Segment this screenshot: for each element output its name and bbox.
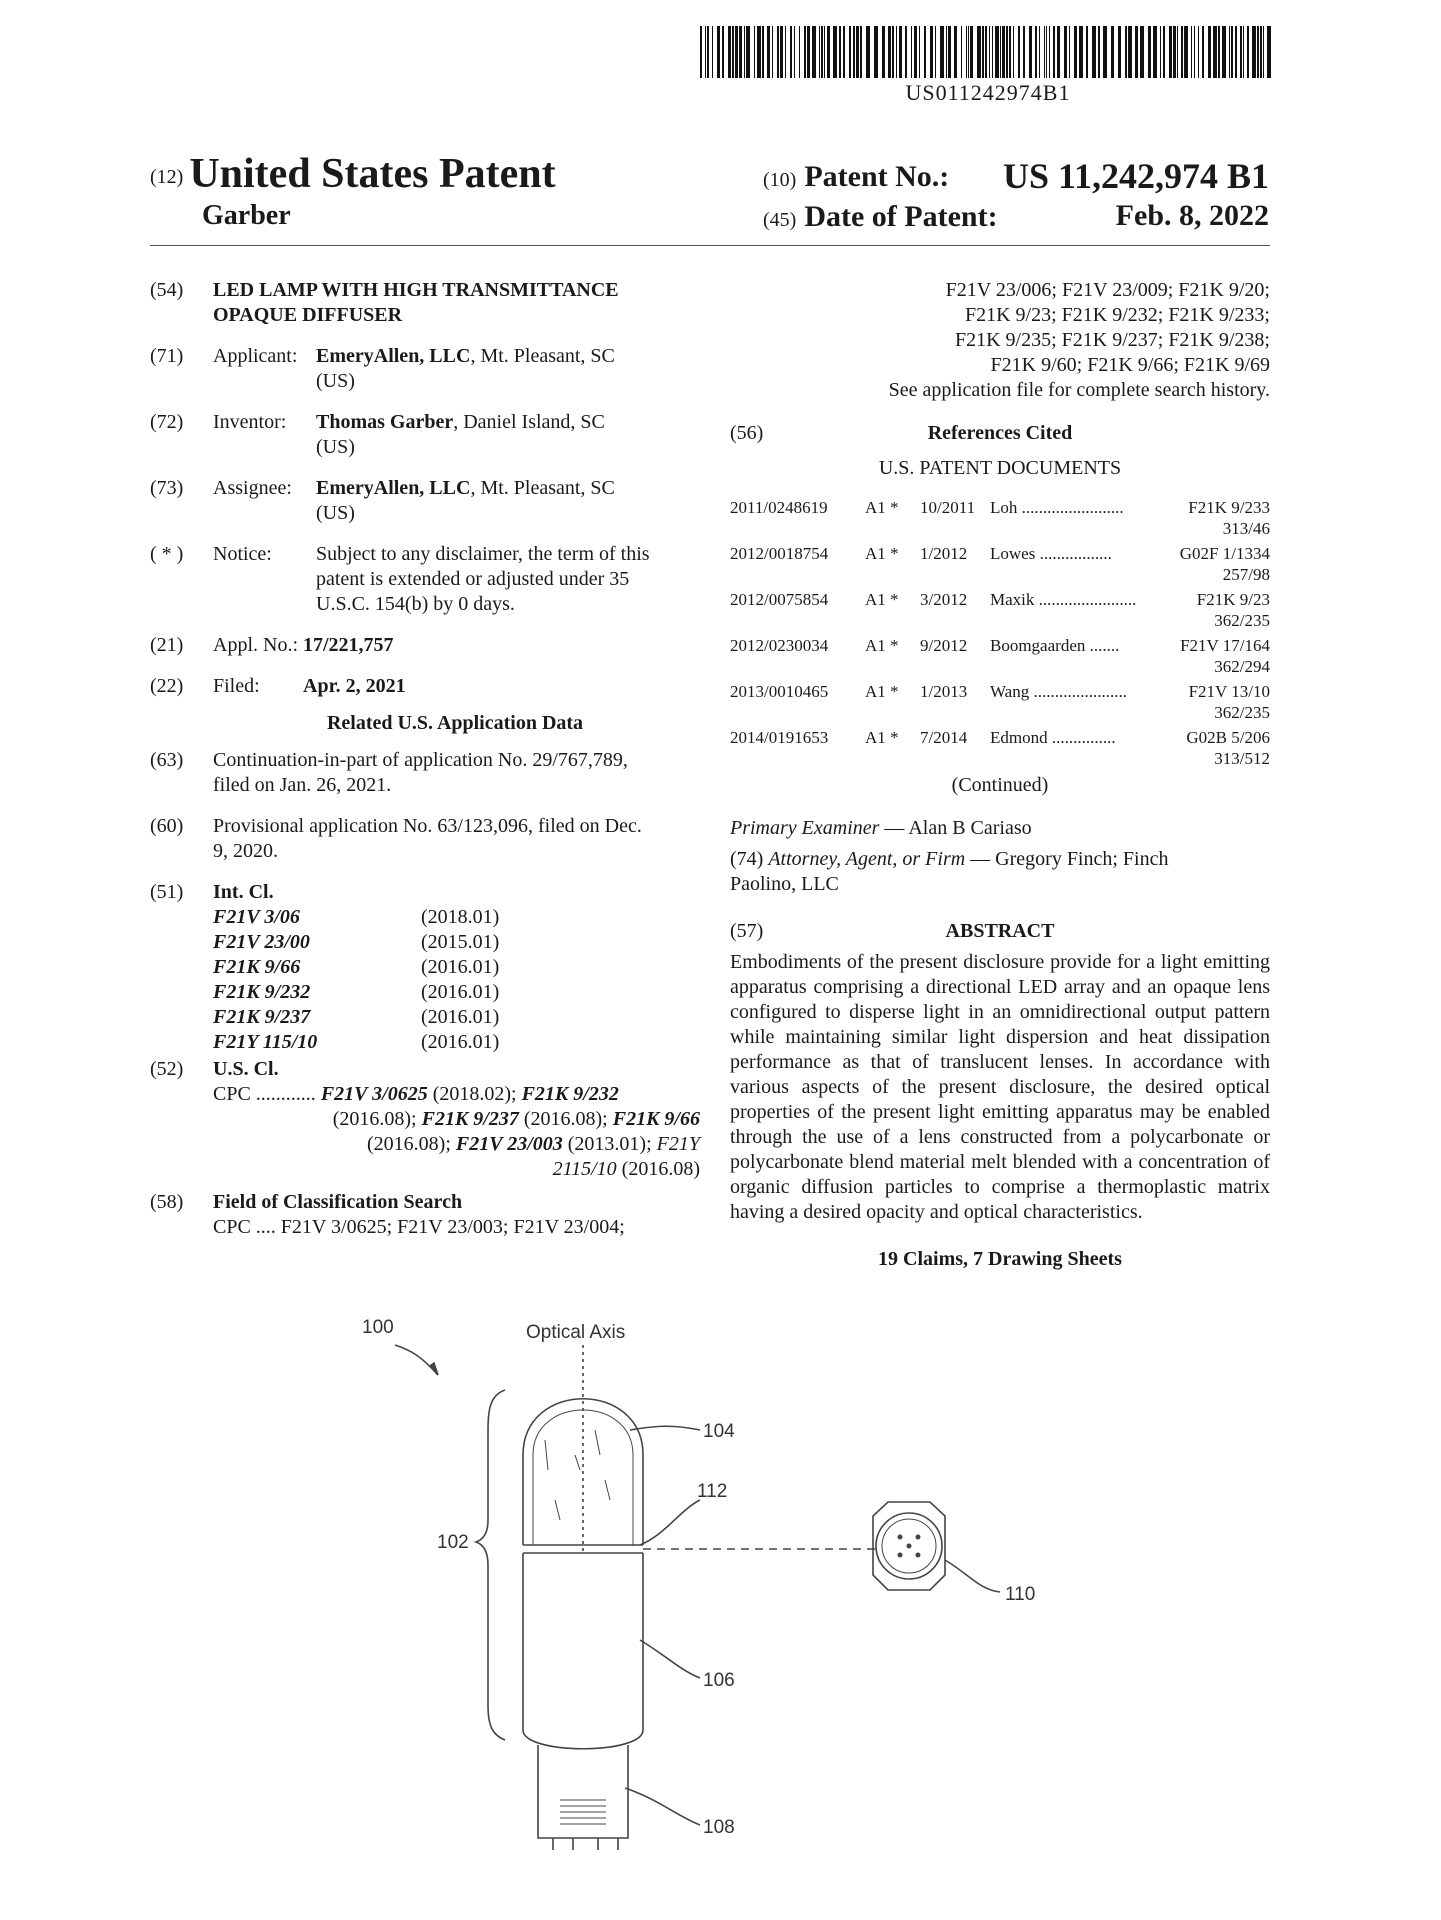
ref-110: 110: [1005, 1584, 1036, 1605]
appl-no-field: (21) Appl. No.: 17/221,757: [150, 634, 394, 656]
int-cl-row: F21V 3/06 (2018.01): [213, 906, 500, 928]
provisional-field: (60) Provisional application No. 63/123,096, filed on Dec. 9, 2020.: [150, 815, 642, 862]
continued-note: (Continued): [951, 774, 1049, 796]
reference-row: 2011/0248619 A1 * 10/2011 Loh ........................ F21K 9/233: [730, 498, 1270, 517]
patent-number: US 11,242,974 B1: [1002, 156, 1269, 196]
abstract-heading: (57) ABSTRACT: [730, 920, 1055, 942]
glass-highlights: [545, 1430, 610, 1520]
ref-100: 100: [362, 1317, 394, 1338]
filed-field: (22) Filed: Apr. 2, 2021: [150, 675, 406, 697]
patent-type: [150, 150, 556, 198]
attorney: (74) Attorney, Agent, or Firm — Gregory Finch; Finch Paolino, LLC: [730, 848, 1169, 895]
leader-110: [945, 1560, 1000, 1592]
title-field: (54) LED LAMP WITH HIGH TRANSMITTANCE OPAQUE DIFFUSER: [150, 279, 619, 326]
header-inventor: Garber: [202, 200, 291, 231]
int-cl-row: F21K 9/232 (2016.01): [213, 981, 500, 1003]
ref-104: 104: [703, 1421, 735, 1442]
ref-112: 112: [697, 1481, 728, 1502]
reference-row: 2012/0018754 A1 * 1/2012 Lowes ................. G02F 1/1334: [730, 544, 1270, 563]
int-cl-row: F21K 9/237 (2016.01): [213, 1006, 500, 1028]
reference-row: 2013/0010465 A1 * 1/2013 Wang ...................... F21V 13/10: [730, 682, 1270, 701]
us-cl-field: (52) U.S. Cl. CPC ............ F21V 3/0625 (2018.02); F21K 9/232 (2016.08); F21K 9/237 (2016.08); F21K 9/66 (2016.08); F21V 23/003 (2013.01); F21Y 2115/10 (2016.08): [150, 1058, 700, 1180]
ref-106: 106: [703, 1670, 735, 1691]
references-sub: U.S. PATENT DOCUMENTS: [878, 457, 1122, 479]
leader-100: [395, 1345, 438, 1375]
related-heading: Related U.S. Application Data: [326, 712, 584, 734]
right-column: [730, 278, 1270, 1272]
assignee-field: (73) Assignee: EmeryAllen, LLC, Mt. Pleasant, SC (US): [150, 477, 615, 524]
reference-row: 2012/0230034 A1 * 9/2012 Boomgaarden ....... F21V 17/164: [730, 636, 1270, 655]
references-heading: (56) References Cited: [730, 422, 1073, 444]
bulb-body: [523, 1553, 643, 1749]
ref-108: 108: [703, 1817, 735, 1838]
int-cl-row: F21Y 115/10 (2016.01): [213, 1031, 500, 1053]
bracket-102: [476, 1390, 505, 1740]
int-cl-field: (51) Int. Cl. F21V 3/06 (2018.01) F21V 23/00 (2015.01) F21K 9/66 (2016.01) F21K 9/232 (2016.01) F21K 9/237 (2016.01) F21Y 115/10 (2016.01): [150, 880, 700, 1055]
barcode: [700, 26, 1276, 78]
references-list: 2011/0248619 A1 * 10/2011 Loh ........................ F21K 9/233 313/46 2012/0018754 A1 * 1/2012 Lowes ................. G02F 1/1334 257/98 2012/0075854 A1 * 3/2012 Maxik ....................... F21K 9/23 362/235 2012/0230034 A1 * 9/2012 Boomgaarden ....... F21V 17/164 362/294 2013/0010465 A1 * 1/2013 Wang ...................... F21V 13/10 362/235 2014/0191653 A1 * 7/2014 Edmond ............... G02B 5/206 313/512: [730, 498, 1270, 768]
leader-108: [625, 1788, 700, 1825]
led-dots: [898, 1535, 921, 1558]
pin-right: [598, 1838, 618, 1850]
reference-row: 2012/0075854 A1 * 3/2012 Maxik ....................... F21K 9/23: [730, 590, 1270, 609]
int-cl-table: [213, 905, 700, 1055]
date-label: (45) Date of Patent:: [763, 200, 998, 233]
leader-100-arrow: [430, 1363, 438, 1375]
leader-104: [630, 1426, 700, 1430]
notice-field: ( * ) Notice: Subject to any disclaimer, the term of this patent is extended or adjusted under 35 U.S.C. 154(b) by 0 days.: [150, 543, 650, 615]
examiner: Primary Examiner — Alan B Cariaso: [730, 817, 1032, 839]
leader-106: [640, 1640, 700, 1678]
class-lines: F21V 23/006; F21V 23/009; F21K 9/20; F21K 9/23; F21K 9/232; F21K 9/233; F21K 9/235; F21K 9/237; F21K 9/238; F21K 9/60; F21K 9/66; F21K 9/69: [945, 279, 1270, 376]
type-code: (12): [150, 165, 184, 188]
field-of-search: (58) Field of Classification Search CPC .... F21V 3/0625; F21V 23/003; F21V 23/004;: [150, 1191, 625, 1238]
patent-type-text: United States Patent: [189, 151, 556, 197]
reference-row: 2014/0191653 A1 * 7/2014 Edmond ............... G02B 5/206: [730, 728, 1270, 747]
claims-summary: 19 Claims, 7 Drawing Sheets: [878, 1248, 1122, 1270]
search-note: See application file for complete search history.: [888, 379, 1270, 401]
leader-112: [640, 1500, 700, 1545]
pin-left: [553, 1838, 573, 1850]
inventor-field: (72) Inventor: Thomas Garber, Daniel Island, SC (US): [150, 411, 605, 458]
abstract-text: Embodiments of the present disclosure provide for a light emitting apparatus comprising a directional LED array and an opaque lens configured to disperse light in an omnidirectional output pattern while maintaining similar light dispersion and heat dissipation performance as that of translucent lenses. In accordance with various aspects of the present disclosure, the desired optical properties of the present light emitting apparatus may be enabled through the use of a lens constructed from a polycarbonate or polycarbonate blend material melt blended with a concentration of organic diffusion particles to comprise a thermoplastic matrix having a desired opacity and optical characteristics.: [730, 951, 1270, 1223]
ref-102: 102: [437, 1532, 469, 1553]
barcode-number: US011242974B1: [905, 80, 1071, 105]
optical-axis-label: Optical Axis: [526, 1322, 626, 1343]
applicant-field: (71) Applicant: EmeryAllen, LLC, Mt. Pleasant, SC (US): [150, 345, 615, 392]
int-cl-row: F21K 9/66 (2016.01): [213, 956, 500, 978]
int-cl-row: F21V 23/00 (2015.01): [213, 931, 500, 953]
patent-date: Feb. 8, 2022: [1115, 199, 1269, 232]
patent-figure: [0, 1290, 1441, 1850]
cip-field: (63) Continuation-in-part of application No. 29/767,789, filed on Jan. 26, 2021.: [150, 749, 628, 796]
left-column: [150, 278, 700, 1256]
patent-no-label: (10) Patent No.:: [763, 160, 950, 193]
base-ridges: [560, 1800, 606, 1824]
header-rule: [150, 245, 1270, 246]
